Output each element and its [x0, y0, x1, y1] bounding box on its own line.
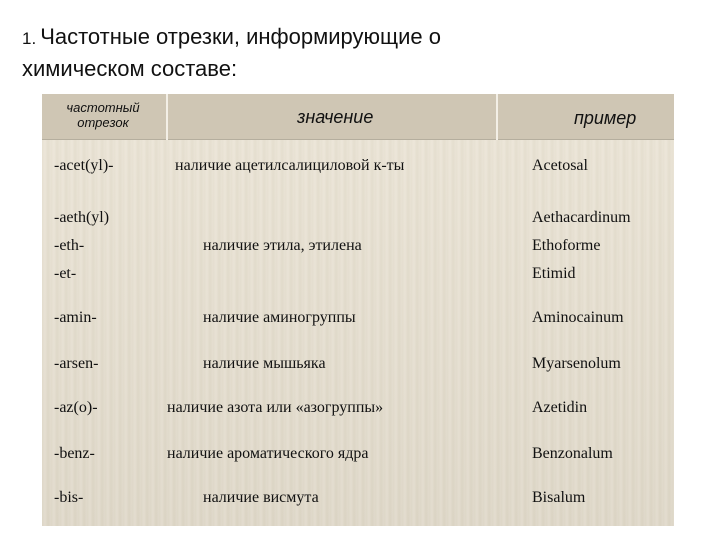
- example-text: Acetosal: [532, 157, 588, 174]
- example-cell: [532, 350, 672, 378]
- meaning-cell: наличие азота или «азогруппы»: [167, 399, 384, 416]
- title-number: 1.: [22, 29, 37, 48]
- segment-text: -amin-: [54, 309, 97, 326]
- header-meaning: значение: [297, 107, 374, 127]
- frequency-segments-table: [42, 94, 674, 526]
- segment-text: -benz-: [54, 445, 95, 462]
- example-text: Ethoforme: [532, 237, 601, 254]
- segment-text: -eth-: [54, 237, 85, 254]
- meaning-cell: наличие аминогруппы: [203, 309, 356, 326]
- meaning-cell: наличие ароматического ядра: [167, 445, 369, 462]
- segment-cell: [54, 350, 164, 378]
- header-segment: [42, 94, 164, 140]
- slide-title: [22, 22, 702, 84]
- segment-cell: [54, 484, 164, 512]
- example-cell: [532, 304, 672, 332]
- example-text: Etimid: [532, 265, 576, 282]
- segment-cell: [54, 204, 164, 288]
- example-cell: [532, 394, 672, 422]
- header-divider: [496, 94, 498, 140]
- example-text: Benzonalum: [532, 445, 613, 462]
- segment-text: -bis-: [54, 489, 84, 506]
- title-line-2: химическом составе:: [22, 56, 238, 81]
- example-text: Azetidin: [532, 399, 588, 416]
- example-text: Aethacardinum: [532, 209, 631, 226]
- example-cell: [532, 440, 672, 468]
- header-segment-line-1: частотный: [66, 100, 140, 115]
- table-header-row: [42, 94, 674, 140]
- example-cell: [532, 152, 672, 180]
- meaning-cell: наличие мышьяка: [203, 355, 326, 372]
- example-cell: [532, 484, 672, 512]
- header-example: пример: [574, 108, 637, 128]
- segment-cell: [54, 304, 164, 332]
- segment-text: -acet(yl)-: [54, 157, 114, 174]
- title-line-1: Частотные отрезки, информирующие о: [40, 24, 441, 49]
- segment-text: -et-: [54, 265, 77, 282]
- meaning-cell: наличие ацетилсалициловой к-ты: [175, 157, 405, 174]
- segment-cell: [54, 440, 164, 468]
- segment-cell: [54, 394, 164, 422]
- segment-text: -arsen-: [54, 355, 99, 372]
- example-text: Bisalum: [532, 489, 586, 506]
- header-segment-line-2: отрезок: [77, 115, 129, 130]
- header-divider: [166, 94, 168, 140]
- meaning-cell: наличие висмута: [203, 489, 319, 506]
- segment-text: -az(o)-: [54, 399, 98, 416]
- example-text: Aminocainum: [532, 309, 624, 326]
- segment-cell: [54, 152, 164, 180]
- meaning-cell: наличие этила, этилена: [203, 237, 362, 254]
- example-cell: [532, 204, 672, 288]
- segment-text: -aeth(yl): [54, 209, 110, 226]
- example-text: Myarsenolum: [532, 355, 621, 372]
